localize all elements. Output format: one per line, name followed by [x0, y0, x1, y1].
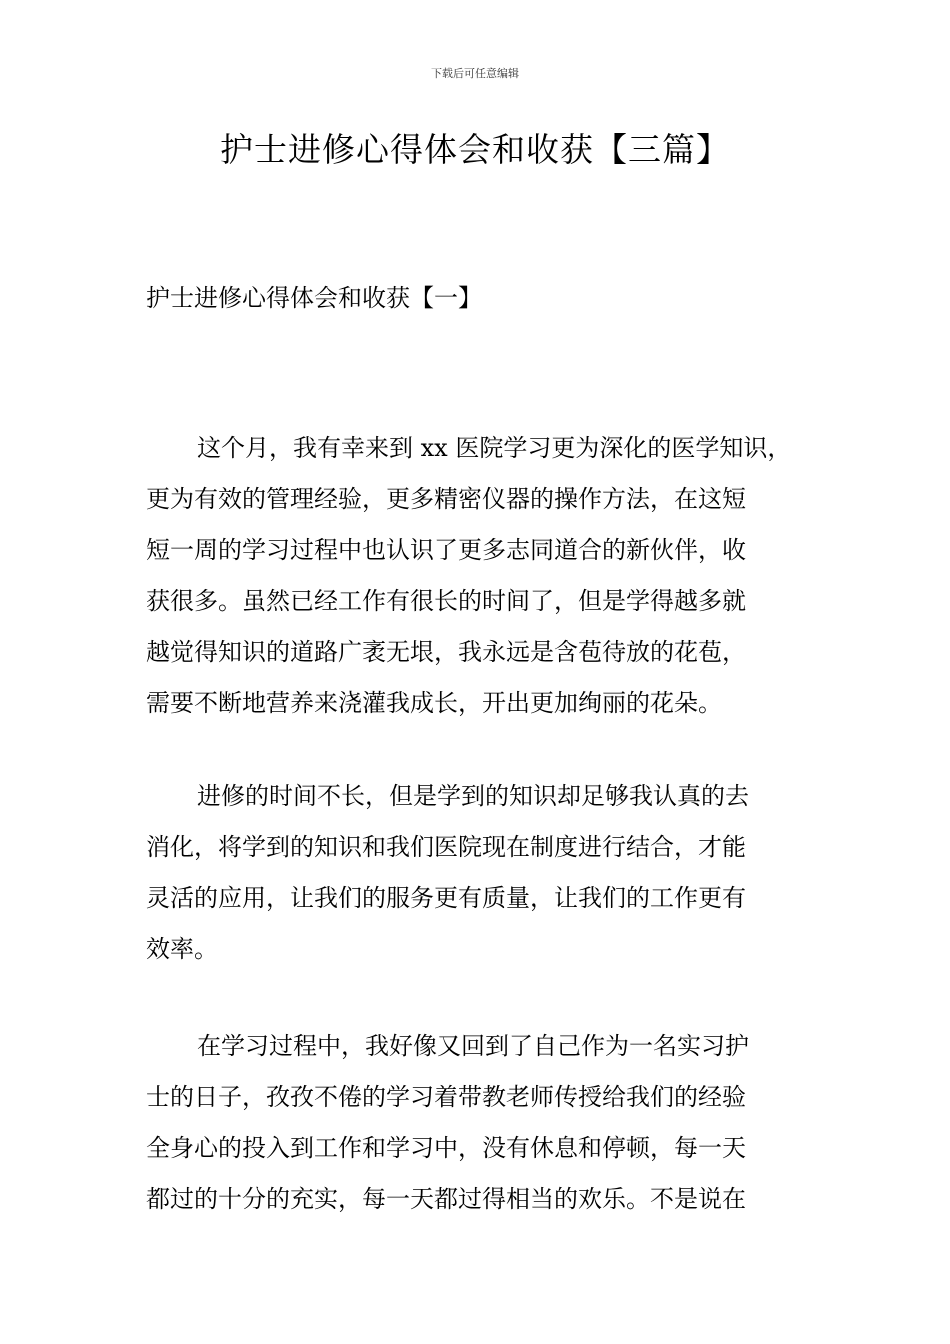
paragraph-3: [146, 1021, 818, 1225]
paragraph-line: 消化，将学到的知识和我们医院现在制度进行结合，才能: [146, 833, 746, 861]
paragraph-2: [146, 771, 818, 975]
paragraph-line: 全身心的投入到工作和学习中，没有休息和停顿，每一天: [146, 1134, 746, 1162]
paragraph-line: 这个月，我有幸来到 xx 医院学习更为深化的医学知识，: [197, 434, 792, 462]
paragraph-line: 在学习过程中，我好像又回到了自己作为一名实习护: [197, 1032, 749, 1060]
paragraph-line: 短一周的学习过程中也认识了更多志同道合的新伙伴，收: [146, 536, 746, 564]
paragraph-line: 灵活的应用，让我们的服务更有质量，让我们的工作更有: [146, 884, 746, 912]
paragraph-line: 都过的十分的充实，每一天都过得相当的欢乐。不是说在: [146, 1185, 746, 1213]
document-title: 护士进修心得体会和收获【三篇】: [220, 130, 730, 169]
section-heading: 护士进修心得体会和收获【一】: [146, 284, 482, 312]
paragraph-1: [146, 423, 818, 729]
paragraph-line: 更为有效的管理经验，更多精密仪器的操作方法，在这短: [146, 485, 746, 513]
paragraph-line: 士的日子，孜孜不倦的学习着带教老师传授给我们的经验: [146, 1083, 746, 1111]
paragraph-line: 越觉得知识的道路广袤无垠，我永远是含苞待放的花苞，: [146, 638, 746, 666]
paragraph-line: 进修的时间不长，但是学到的知识却足够我认真的去: [197, 782, 749, 810]
paragraph-line: 效率。: [146, 935, 218, 963]
download-note: 下载后可任意编辑: [431, 67, 519, 80]
paragraph-line: 获很多。虽然已经工作有很长的时间了，但是学得越多就: [146, 587, 746, 615]
paragraph-line: 需要不断地营养来浇灌我成长，开出更加绚丽的花朵。: [146, 689, 722, 717]
